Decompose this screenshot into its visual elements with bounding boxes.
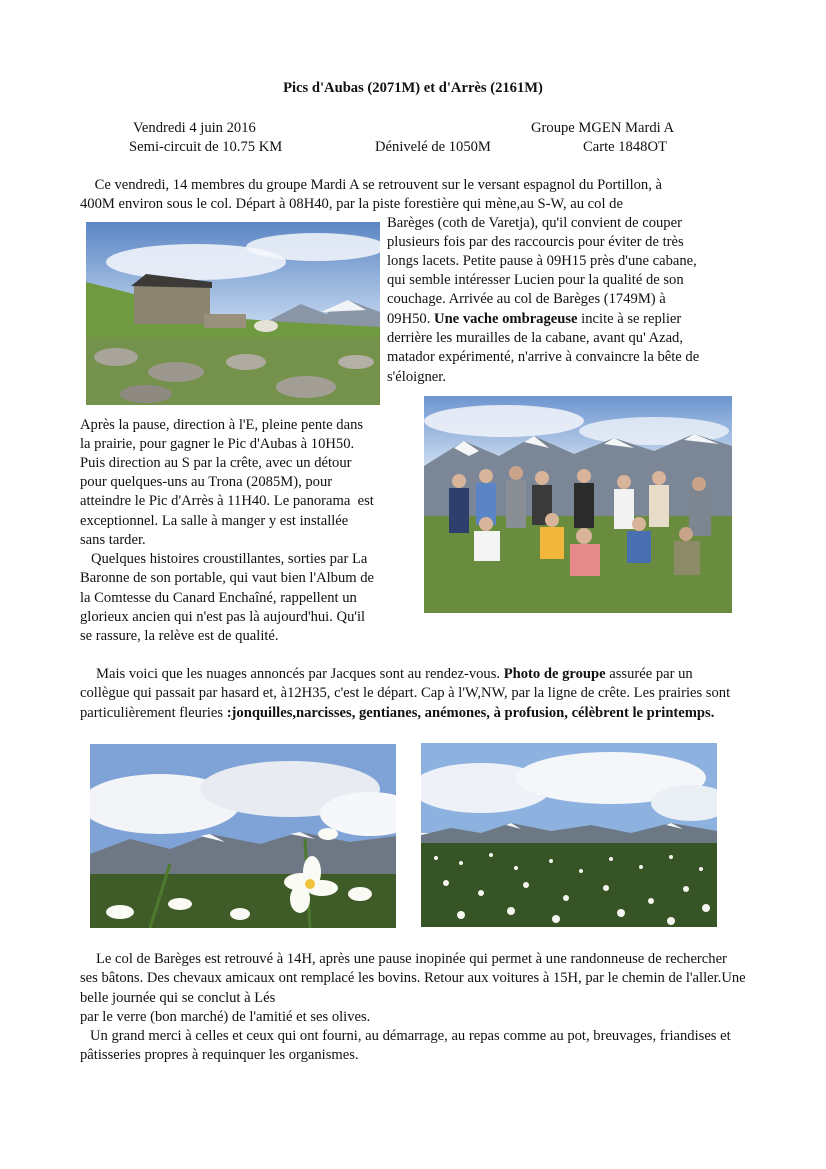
paragraph-2-line: la Comtesse du Canard Enchaîné, rappellent un <box>80 590 357 606</box>
paragraph-4 <box>80 950 746 1008</box>
paragraph-1-line: longs lacets. Petite pause à 09H15 près d'une cabane, <box>387 253 697 269</box>
paragraph-2-line: sans tarder. <box>80 532 146 548</box>
paragraph-4-line: par le verre (bon marché) de l'amitié et ses olives. <box>80 1009 371 1025</box>
hike-group: Groupe MGEN Mardi A <box>531 120 675 136</box>
photo-narcissus-closeup <box>90 744 396 928</box>
bold-phrase-photo: Photo de groupe <box>503 666 606 682</box>
paragraph-2-line: atteindre le Pic d'Arrès à 11H40. Le panorama est <box>80 493 374 509</box>
paragraph-1-line: matador expérimenté, n'arrive à convaincre la bête de <box>387 349 700 365</box>
photo-cabin-cows <box>86 222 380 405</box>
paragraph-1-line: s'éloigner. <box>387 369 446 385</box>
hike-circuit: Semi-circuit de 10.75 KM <box>129 139 283 155</box>
hike-date: Vendredi 4 juin 2016 <box>133 120 256 136</box>
paragraph-2-line: se rassure, la relève est de qualité. <box>80 628 279 644</box>
paragraph-3 <box>80 665 740 723</box>
text-run: assurée par un collègue qui passait par hasard et, à12H35, c'est le départ. Cap à l'W,NW, par la ligne de crête. Les prairies sont particulièrement fleuries <box>80 666 731 721</box>
paragraph-1-line: qui semble intéresser Lucien pour la qualité de son <box>387 272 684 288</box>
paragraph-2-line: pour quelques-uns au Trona (2085M), pour <box>80 474 333 490</box>
paragraph-2-line: Puis direction au S par la crête, avec un détour <box>80 455 352 471</box>
paragraph-2-line: glorieux ancien qui n'est pas là aujourd'hui. Qu'il <box>80 609 366 625</box>
hike-map: Carte 1848OT <box>583 139 667 155</box>
paragraph-1-line: plusieurs fois par des raccourcis pour éviter de très <box>387 234 684 250</box>
hike-elevation: Dénivelé de 1050M <box>375 139 491 155</box>
paragraph-1-line: 400M environ sous le col. Départ à 08H40, par la piste forestière qui mène,au S-W, au col de <box>80 196 623 212</box>
paragraph-5: Un grand merci à celles et ceux qui ont fourni, au démarrage, au repas comme au pot, breuvages, friandises et pâtisseries propres à requinquer les organismes. <box>80 1028 731 1064</box>
text-run: Le col de Barèges est retrouvé à 14H, après une pause inopinée qui permet à une randonneuse de rechercher ses bâtons. Des chevaux amicaux ont remplacé les bovins. Retour aux voitures à 15H, par le chemin de l'aller.Une belle journée qui se conclut à Lés <box>80 951 746 1006</box>
bold-phrase-flowers: :jonquilles,narcisses, gentianes, anémones, à profusion, célèbrent le printemps. <box>226 704 715 721</box>
text-run: 09H50. <box>387 311 435 327</box>
photo-group <box>424 396 732 613</box>
paragraph-2-line: Après la pause, direction à l'E, pleine pente dans <box>80 417 364 433</box>
page-title: Pics d'Aubas (2071M) et d'Arrès (2161M) <box>283 80 543 96</box>
paragraph-2-line: Baronne de son portable, qui vaut bien l'Album de <box>80 570 375 586</box>
paragraph-2-line: Quelques histoires croustillantes, sorties par La <box>80 551 368 567</box>
paragraph-1-line: Barèges (coth de Varetja), qu'il convient de couper <box>387 215 682 231</box>
paragraph-1-line: derrière les murailles de la cabane, avant qu' Azad, <box>387 330 683 346</box>
paragraph-1-line: Ce vendredi, 14 membres du groupe Mardi A se retrouvent sur le versant espagnol du Portillon, à <box>80 177 663 193</box>
bold-phrase-vache: Une vache ombrageuse <box>434 311 578 327</box>
text-run: Mais voici que les nuages annoncés par Jacques sont au rendez-vous. <box>96 666 504 682</box>
paragraph-1-line <box>387 310 681 329</box>
photo-narcissus-meadow <box>421 743 717 927</box>
paragraph-2-line: la prairie, pour gagner le Pic d'Aubas à 10H50. <box>80 436 355 452</box>
paragraph-1-line: couchage. Arrivée au col de Barèges (1749M) à <box>387 291 666 307</box>
text-run: incite à se replier <box>577 311 682 327</box>
paragraph-2-line: exceptionnel. La salle à manger y est installée <box>80 513 349 529</box>
